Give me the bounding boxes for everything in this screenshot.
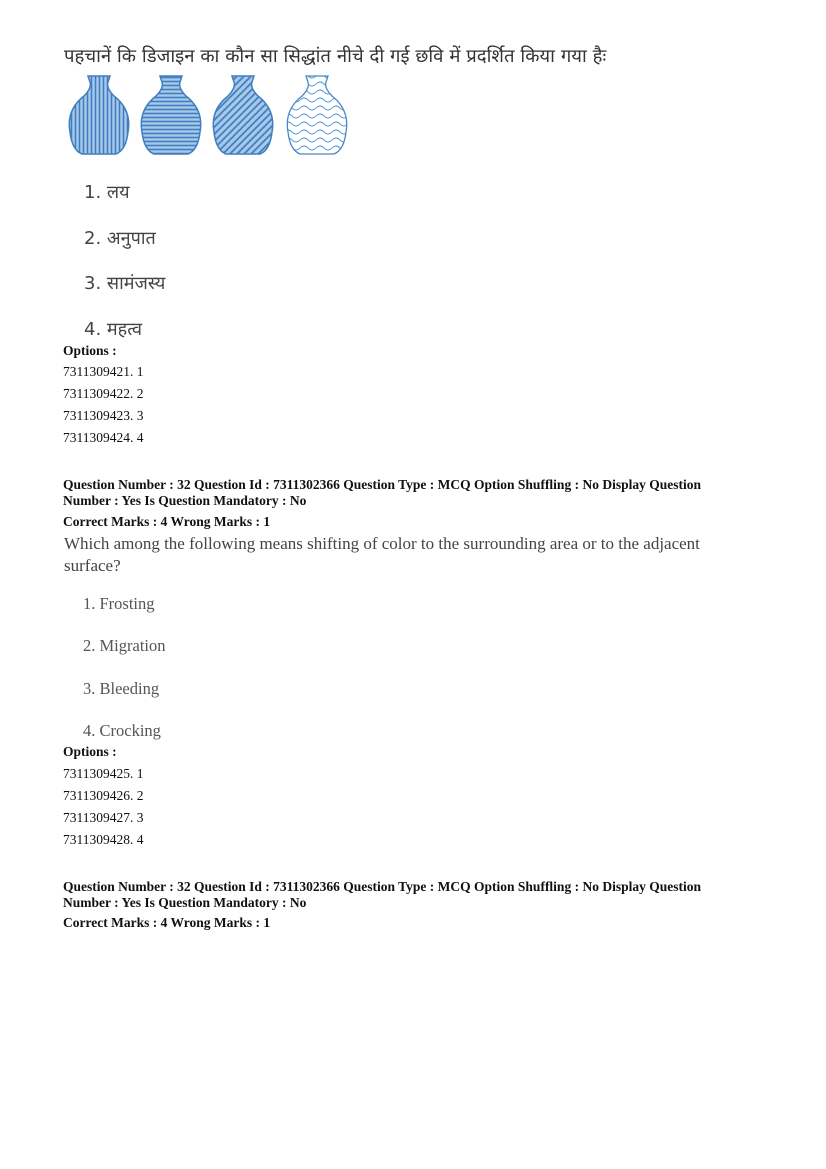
choice-3: 3. Bleeding [83, 679, 160, 698]
question-header: Question Number : 32 Question Id : 7311302366 Question Type : MCQ Option Shuffling : No Display Question [63, 879, 701, 894]
vase-wavy-lines [287, 76, 346, 154]
choice-4: 4. Crocking [83, 721, 161, 740]
choice-2: 2. Migration [83, 636, 166, 655]
option-row: 7311309425. 1 [63, 766, 144, 781]
option-row: 7311309421. 1 [63, 364, 144, 379]
vases-image [64, 70, 356, 158]
option-row: 7311309422. 2 [63, 386, 144, 401]
question-header: Question Number : 32 Question Id : 7311302366 Question Type : MCQ Option Shuffling : No Display Question [63, 477, 701, 492]
option-row: 7311309427. 3 [63, 810, 144, 825]
choice-1: 1. लय [84, 182, 130, 203]
option-row: 7311309424. 4 [63, 430, 144, 445]
question-text [64, 533, 764, 577]
choice-1: 1. Frosting [83, 594, 155, 613]
options-label: Options : [63, 744, 117, 759]
marks-info: Correct Marks : 4 Wrong Marks : 1 [63, 915, 271, 930]
vase-vertical-stripes [69, 76, 128, 154]
question-text-line: surface? [64, 556, 121, 575]
question-text-line: Which among the following means shifting of color to the surrounding area or to the adjacent [64, 534, 700, 553]
options-label: Options : [63, 343, 117, 358]
vase-diagonal-stripes [213, 76, 272, 154]
choice-2: 2. अनुपात [84, 228, 156, 249]
question-header-cont: Number : Yes Is Question Mandatory : No [63, 895, 307, 910]
option-row: 7311309423. 3 [63, 408, 144, 423]
choice-3: 3. सामंजस्य [84, 273, 166, 294]
marks-info: Correct Marks : 4 Wrong Marks : 1 [63, 514, 271, 529]
option-row: 7311309426. 2 [63, 788, 144, 803]
vase-horizontal-stripes [141, 76, 200, 154]
option-row: 7311309428. 4 [63, 832, 144, 847]
question-text-hindi: पहचानें कि डिजाइन का कौन सा सिद्धांत नीचे दी गई छवि में प्रदर्शित किया गया हैः [64, 46, 607, 67]
question-header-cont: Number : Yes Is Question Mandatory : No [63, 493, 307, 508]
choice-4: 4. महत्व [84, 319, 142, 340]
